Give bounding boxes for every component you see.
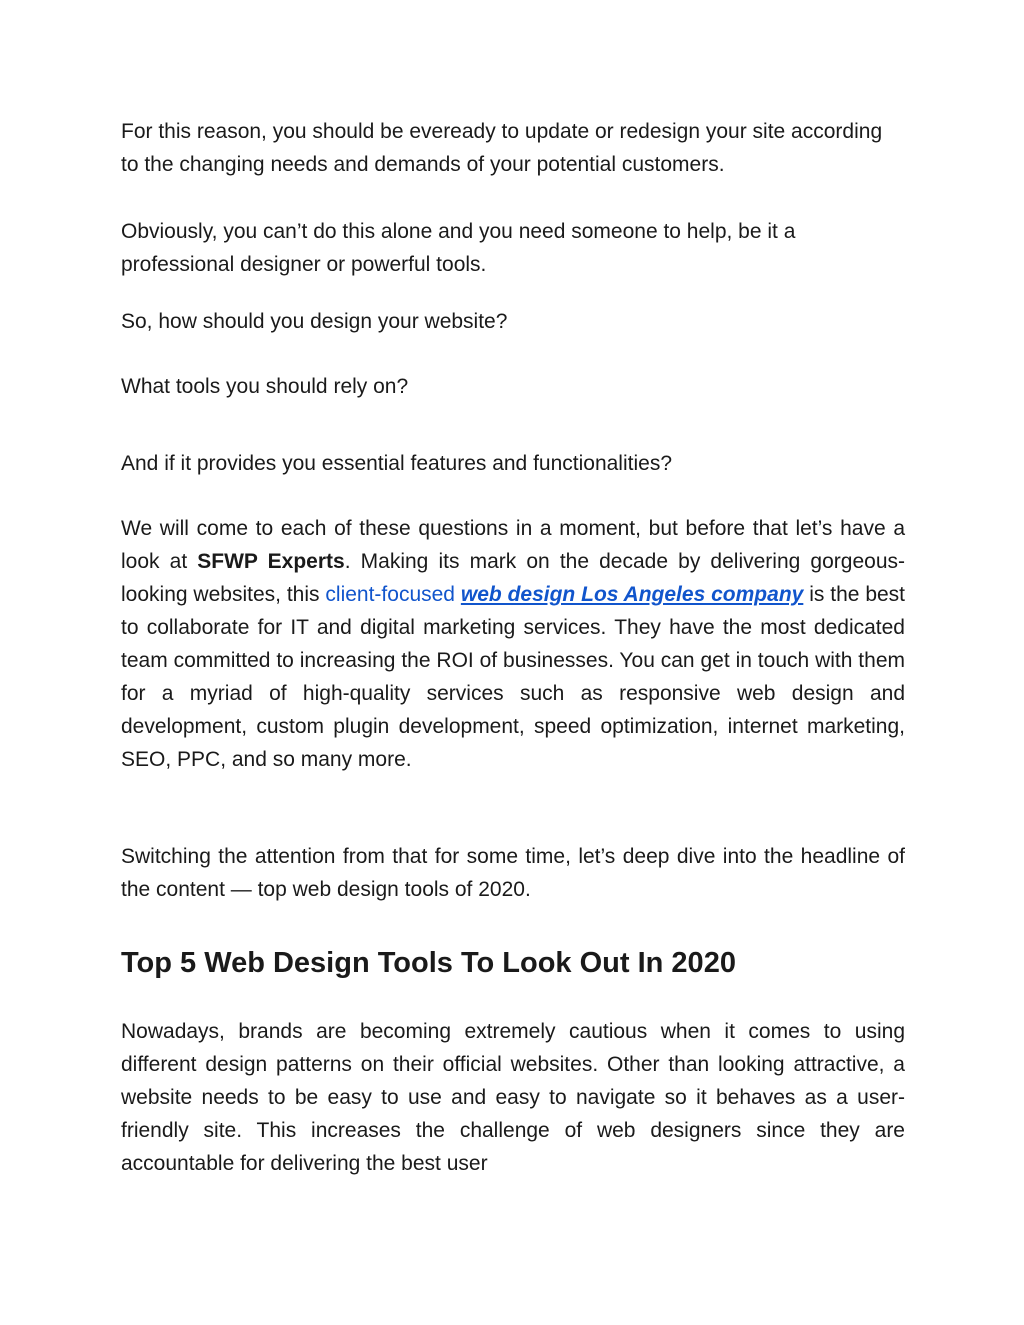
paragraph-sfwp-rest: is the best to collaborate for IT and digital marketing services. They have the most dedicated team committed to increasing the ROI of businesses. You can get in touch with them for a myriad of high-quality services such as responsive web design and development, custom plugin development, speed optimization, internet marketing, SEO, PPC, and so many more. [121, 583, 906, 771]
paragraph-how-design: So, how should you design your website? [121, 310, 508, 333]
section-heading: Top 5 Web Design Tools To Look Out In 2020 [121, 947, 736, 979]
paragraph-what-tools: What tools you should rely on? [121, 375, 409, 398]
paragraph-nowadays: Nowadays, brands are becoming extremely cautious when it comes to using different design patterns on their official websites. Other than looking attractive, a website needs to be easy to use and easy to navigate so it behaves as a user-friendly site. This increases the challenge of web designers since they are accountable for delivering the best user [121, 1020, 905, 1175]
paragraph-need-help: Obviously, you can’t do this alone and you need someone to help, be it a professional designer or powerful tools. [121, 220, 796, 276]
paragraph-sfwp-intro: We will come to each of these questions in a moment, but before that let’s have a look at [121, 517, 905, 573]
client-focused-link[interactable]: client-focused [319, 583, 461, 606]
brand-name: SFWP Experts [197, 550, 345, 573]
paragraph-features: And if it provides you essential features and functionalities? [121, 452, 672, 475]
web-design-company-link[interactable]: web design Los Angeles company [460, 583, 804, 606]
paragraph-sfwp-middle: . Making its mark on the decade by delivering gorgeous-looking websites, this [121, 550, 905, 606]
paragraph-sfwp-experts [121, 512, 905, 776]
paragraph-update-site: For this reason, you should be eveready to update or redesign your site according to the changing needs and demands of your potential customers. [121, 120, 883, 176]
paragraph-switching: Switching the attention from that for some time, let’s deep dive into the headline of the content — top web design tools of 2020. [121, 845, 905, 901]
